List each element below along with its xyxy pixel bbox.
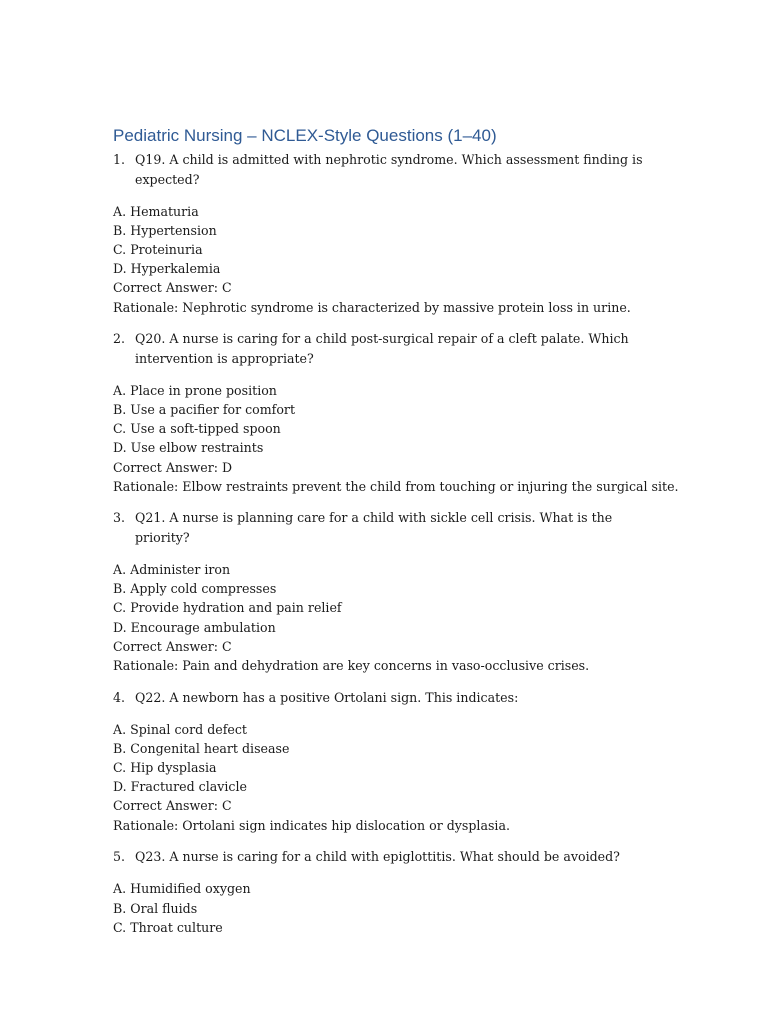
answer-option: A. Spinal cord defect bbox=[113, 721, 247, 737]
document-title: Pediatric Nursing – NCLEX-Style Questions (1–40) bbox=[113, 126, 497, 145]
question-block bbox=[113, 688, 713, 835]
question-text: Q19. A child is admitted with nephrotic syndrome. Which assessment finding is expected? bbox=[135, 152, 643, 187]
answer-option: D. Encourage ambulation bbox=[113, 619, 276, 635]
question-block bbox=[113, 329, 713, 496]
answer-option: C. Hip dysplasia bbox=[113, 760, 217, 776]
question-stem bbox=[113, 688, 713, 708]
rationale: Rationale: Elbow restraints prevent the child from touching or injuring the surgical site. bbox=[113, 478, 679, 494]
answer-option: B. Use a pacifier for comfort bbox=[113, 401, 296, 417]
question-text: Q20. A nurse is caring for a child post-surgical repair of a cleft palate. Which intervention is appropriate? bbox=[135, 331, 629, 366]
question-stem bbox=[113, 150, 713, 189]
question-block bbox=[113, 508, 713, 675]
answer-option: C. Provide hydration and pain relief bbox=[113, 600, 342, 616]
question-text: Q21. A nurse is planning care for a child with sickle cell crisis. What is the priority? bbox=[135, 510, 613, 545]
question-stem bbox=[113, 329, 713, 368]
correct-answer: Correct Answer: C bbox=[113, 280, 232, 296]
answer-option: A. Place in prone position bbox=[113, 382, 277, 398]
answer-option: C. Throat culture bbox=[113, 919, 223, 935]
question-number: 3. bbox=[113, 510, 126, 526]
correct-answer: Correct Answer: D bbox=[113, 459, 233, 475]
answer-option: B. Oral fluids bbox=[113, 900, 198, 916]
question-number: 1. bbox=[113, 152, 126, 167]
rationale: Rationale: Pain and dehydration are key concerns in vaso-occlusive crises. bbox=[113, 657, 590, 673]
correct-answer: Correct Answer: C bbox=[113, 798, 232, 814]
document-page bbox=[113, 124, 713, 949]
answer-option: A. Administer iron bbox=[113, 561, 231, 577]
question-stem bbox=[113, 508, 713, 547]
answer-option: C. Use a soft-tipped spoon bbox=[113, 421, 281, 437]
question-block bbox=[113, 847, 713, 937]
question-number: 2. bbox=[113, 331, 126, 347]
answer-option: A. Humidified oxygen bbox=[113, 881, 251, 897]
answer-option: B. Congenital heart disease bbox=[113, 740, 290, 756]
answer-option: D. Hyperkalemia bbox=[113, 261, 221, 277]
answer-option: C. Proteinuria bbox=[113, 241, 203, 257]
answer-option: D. Use elbow restraints bbox=[113, 440, 264, 456]
answer-option: A. Hematuria bbox=[113, 203, 199, 219]
question-block bbox=[113, 150, 713, 317]
correct-answer: Correct Answer: C bbox=[113, 638, 232, 654]
rationale: Rationale: Ortolani sign indicates hip dislocation or dysplasia. bbox=[113, 817, 510, 833]
question-number: 5. bbox=[113, 849, 126, 865]
question-text: Q23. A nurse is caring for a child with epiglottitis. What should be avoided? bbox=[135, 849, 620, 865]
question-number: 4. bbox=[113, 689, 126, 705]
answer-option: B. Hypertension bbox=[113, 222, 217, 238]
answer-option: B. Apply cold compresses bbox=[113, 581, 277, 597]
question-text: Q22. A newborn has a positive Ortolani sign. This indicates: bbox=[135, 689, 519, 705]
rationale: Rationale: Nephrotic syndrome is characterized by massive protein loss in urine. bbox=[113, 299, 631, 315]
question-stem bbox=[113, 847, 713, 867]
answer-option: D. Fractured clavicle bbox=[113, 779, 247, 795]
